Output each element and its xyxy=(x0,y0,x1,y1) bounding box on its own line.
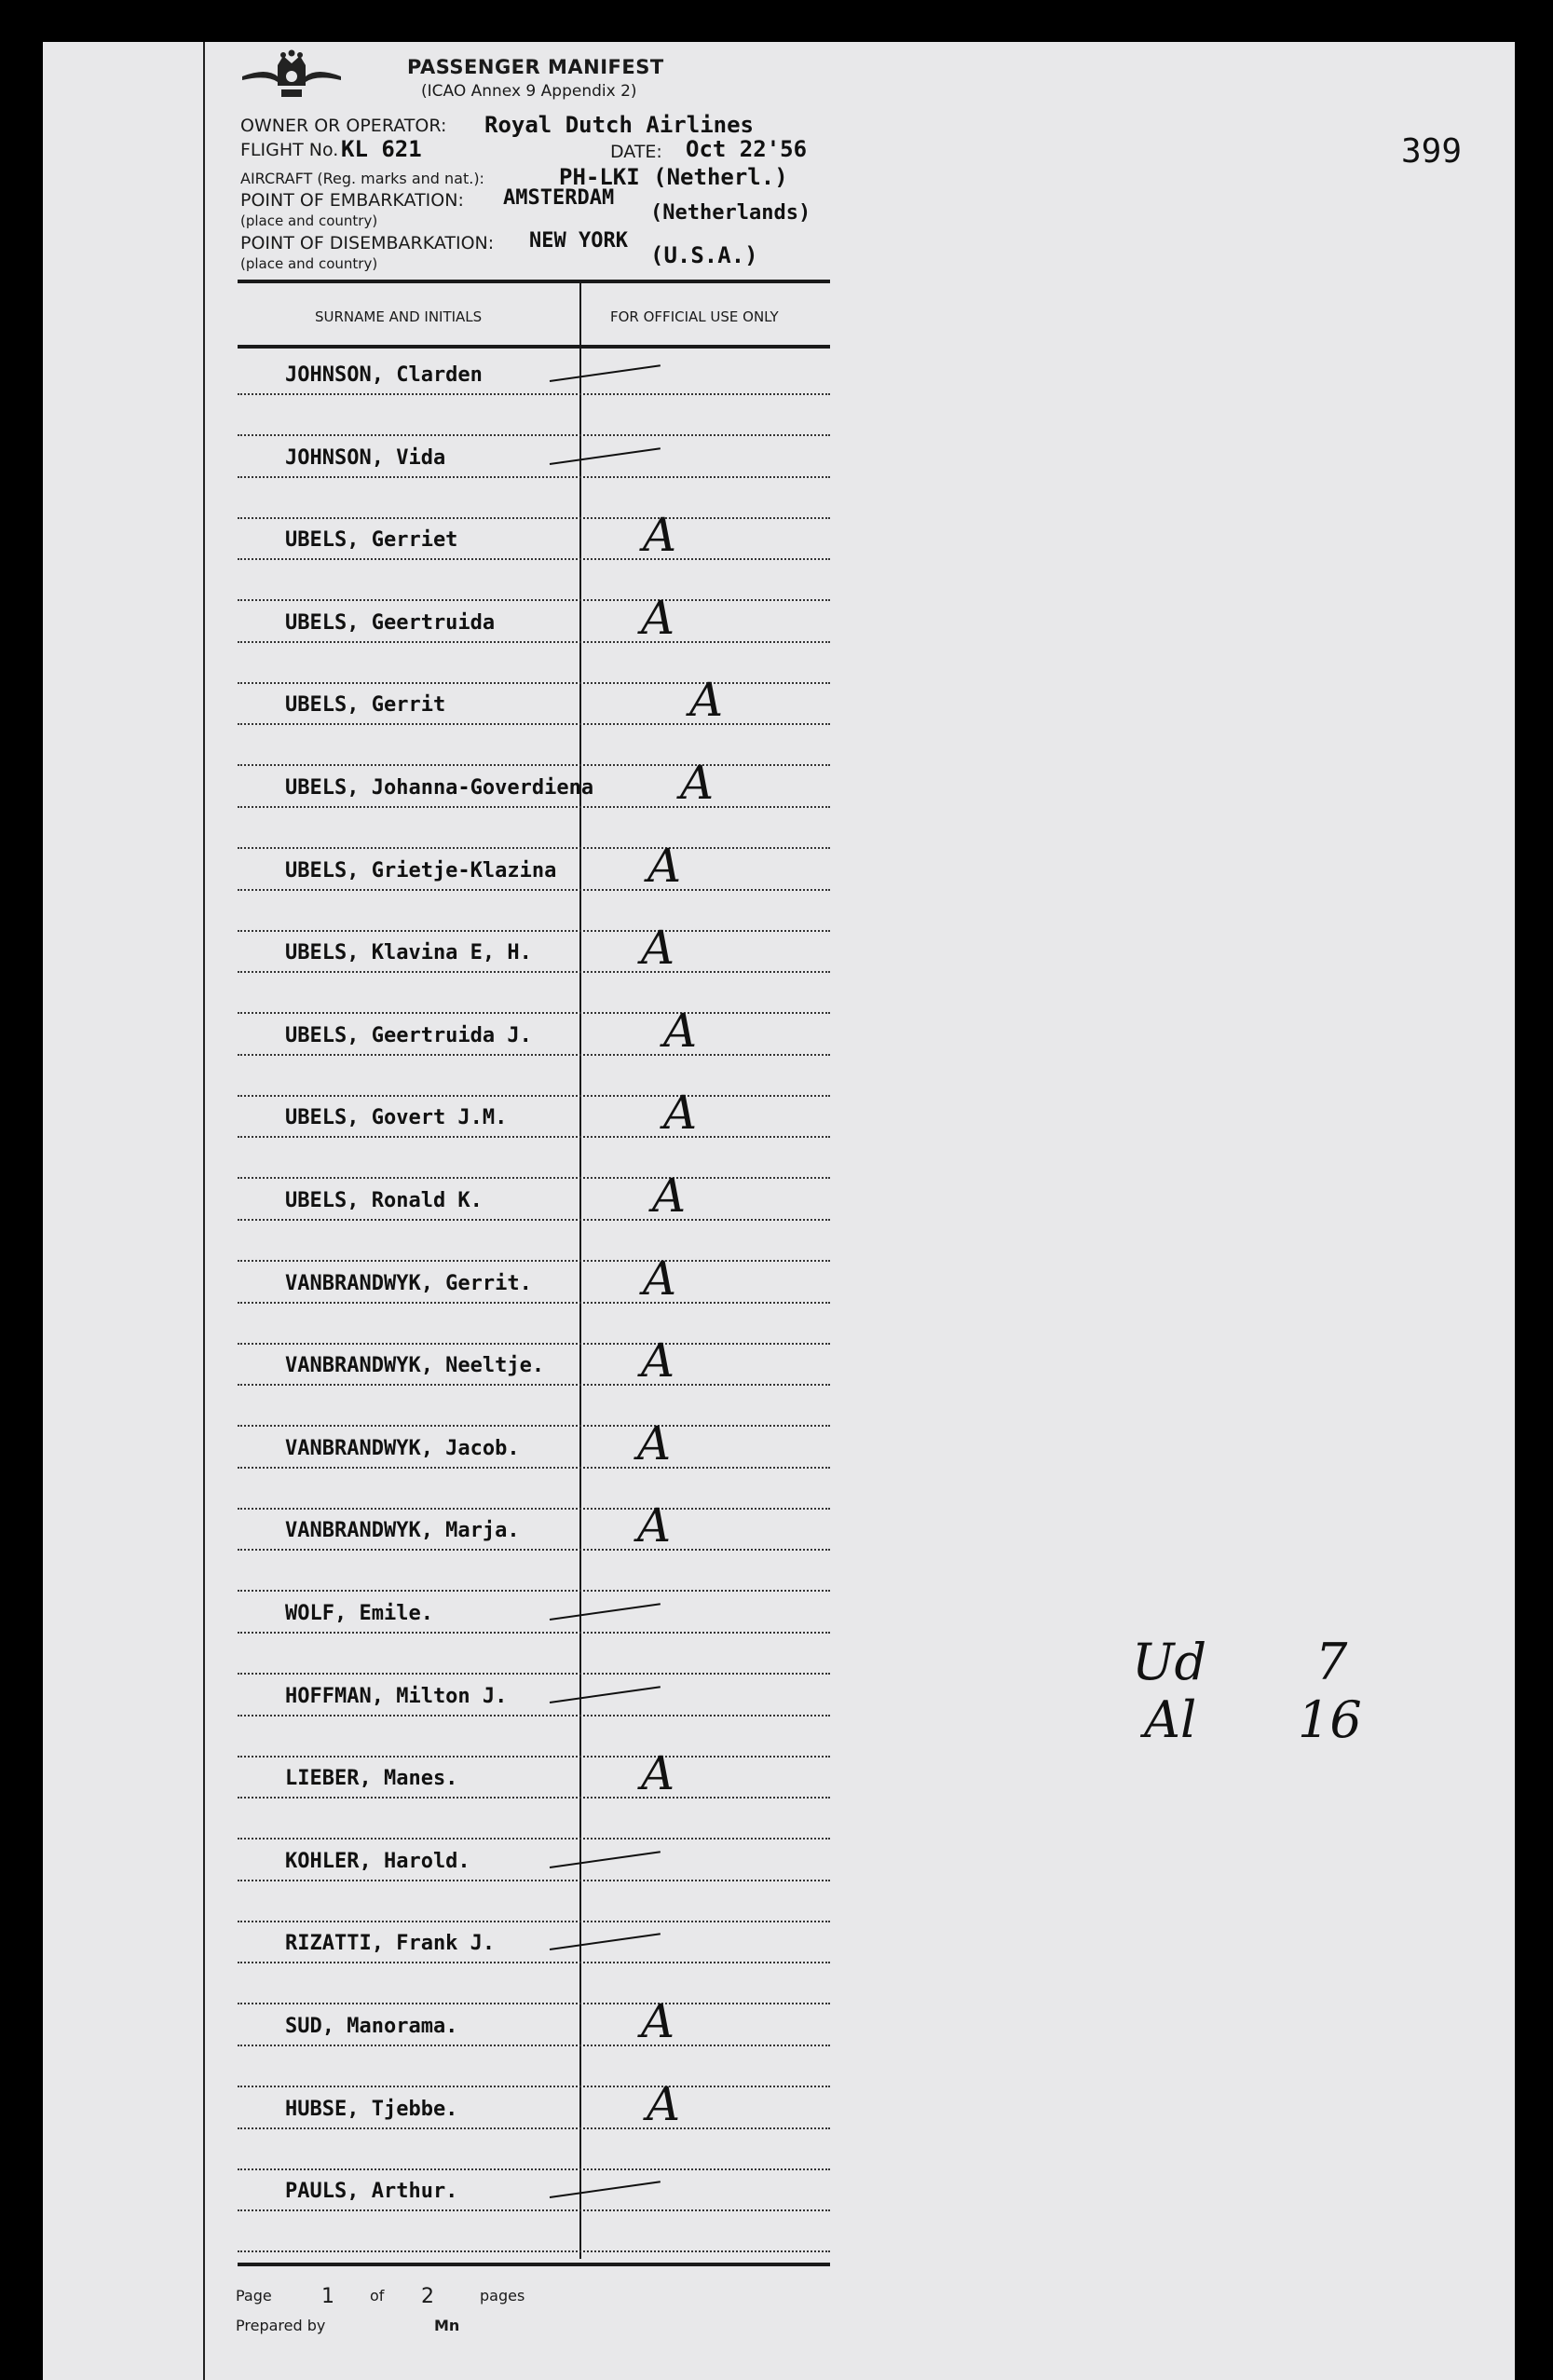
row-rule xyxy=(238,2045,830,2046)
row-rule xyxy=(238,1590,830,1592)
passenger-name: UBELS, Geertruida J. xyxy=(285,1023,532,1047)
footer-page-label: Page xyxy=(236,2287,272,2305)
row-rule xyxy=(238,1715,830,1717)
official-mark-a: A xyxy=(643,508,677,563)
row-rule xyxy=(238,1756,830,1758)
row-rule xyxy=(238,2086,830,2087)
sheet-number-stamp: 399 xyxy=(1401,132,1463,171)
row-rule xyxy=(238,1095,830,1097)
footer-pages-label: pages xyxy=(480,2287,525,2305)
official-mark-a: A xyxy=(652,1169,687,1223)
embarkation-label: POINT OF EMBARKATION: xyxy=(240,190,464,211)
row-rule xyxy=(238,393,830,395)
passenger-name: VANBRANDWYK, Jacob. xyxy=(285,1436,520,1460)
passenger-name: PAULS, Arthur. xyxy=(285,2180,458,2204)
row-rule xyxy=(238,764,830,766)
passenger-name: RIZATTI, Frank J. xyxy=(285,1932,496,1956)
date-label: DATE: xyxy=(610,142,662,162)
row-rule xyxy=(238,1962,830,1963)
passenger-name: LIEBER, Manes. xyxy=(285,1767,458,1791)
footer-prepared-by-value: Mn xyxy=(434,2317,460,2334)
flight-value: KL 621 xyxy=(341,136,422,162)
row-rule xyxy=(238,599,830,601)
official-mark-a: A xyxy=(663,1086,698,1141)
row-rule xyxy=(238,1343,830,1345)
passenger-name: UBELS, Klavina E, H. xyxy=(285,941,532,965)
row-rule xyxy=(238,1012,830,1014)
aircraft-label: AIRCRAFT (Reg. marks and nat.): xyxy=(240,170,484,187)
row-rule xyxy=(238,2127,830,2129)
passenger-name: JOHNSON, Clarden xyxy=(285,363,483,387)
footer-of-label: of xyxy=(370,2287,385,2305)
row-rule xyxy=(238,1219,830,1221)
table-header-rule xyxy=(238,345,830,349)
owner-value: Royal Dutch Airlines xyxy=(484,112,754,138)
tally-al-value: 16 xyxy=(1298,1690,1362,1749)
row-rule xyxy=(238,1838,830,1840)
passenger-name: UBELS, Geertruida xyxy=(285,610,496,635)
row-rule xyxy=(238,476,830,478)
embarkation-sublabel: (place and country) xyxy=(240,212,378,229)
official-mark-a: A xyxy=(663,1003,698,1058)
row-rule xyxy=(238,1797,830,1799)
owner-label: OWNER OR OPERATOR: xyxy=(240,116,447,136)
passenger-name: HUBSE, Tjebbe. xyxy=(285,2097,458,2121)
row-rule xyxy=(238,723,830,725)
row-rule xyxy=(238,1302,830,1304)
embarkation-value: AMSTERDAM xyxy=(503,186,615,210)
row-rule xyxy=(238,1467,830,1469)
row-rule xyxy=(238,971,830,973)
row-rule xyxy=(238,1384,830,1386)
tally-ud-label: Ud xyxy=(1132,1633,1207,1691)
row-rule xyxy=(238,1177,830,1179)
column-header-official: FOR OFFICIAL USE ONLY xyxy=(610,308,779,325)
official-mark-a: A xyxy=(643,1251,677,1306)
official-mark-a: A xyxy=(637,1498,672,1553)
row-rule xyxy=(238,682,830,684)
tally-ud-value: 7 xyxy=(1315,1633,1348,1691)
row-rule xyxy=(238,1425,830,1427)
official-mark-a: A xyxy=(637,1416,672,1470)
official-mark-a: A xyxy=(689,673,724,728)
passenger-name: VANBRANDWYK, Gerrit. xyxy=(285,1271,532,1295)
passenger-name: WOLF, Emile. xyxy=(285,1602,433,1625)
official-mark-a: A xyxy=(680,756,715,810)
form-title: PASSENGER MANIFEST xyxy=(407,56,664,78)
disembarkation-sublabel: (place and country) xyxy=(240,255,378,272)
date-value: Oct 22'56 xyxy=(686,136,808,162)
klm-crown-logo-icon xyxy=(240,48,343,103)
official-mark-a: A xyxy=(641,921,675,976)
binding-rule xyxy=(203,42,205,2380)
official-mark-a: A xyxy=(641,1334,675,1388)
flight-label: FLIGHT No. xyxy=(240,140,339,160)
row-rule xyxy=(238,641,830,643)
official-mark-a: A xyxy=(641,590,675,645)
row-rule xyxy=(238,806,830,808)
aircraft-value: PH-LKI (Netherl.) xyxy=(559,164,788,190)
official-mark-a: A xyxy=(641,1746,675,1801)
row-rule xyxy=(238,930,830,932)
row-rule xyxy=(238,517,830,519)
row-rule xyxy=(238,2209,830,2211)
table-top-rule xyxy=(238,280,830,283)
row-rule xyxy=(238,1260,830,1262)
row-rule xyxy=(238,1632,830,1634)
official-mark-a: A xyxy=(647,838,682,893)
footer-total-pages: 2 xyxy=(421,2285,434,2308)
row-rule xyxy=(238,1549,830,1551)
footer-prepared-by-label: Prepared by xyxy=(236,2317,326,2334)
tally-al-label: Al xyxy=(1144,1690,1197,1749)
row-rule xyxy=(238,1508,830,1510)
passenger-name: UBELS, Gerrit xyxy=(285,693,446,718)
passenger-name: VANBRANDWYK, Neeltje. xyxy=(285,1354,545,1378)
passenger-name: JOHNSON, Vida xyxy=(285,445,446,470)
row-rule xyxy=(238,434,830,436)
row-rule xyxy=(238,1136,830,1138)
passenger-name: UBELS, Grietje-Klazina xyxy=(285,858,557,882)
passenger-name: UBELS, Gerriet xyxy=(285,528,458,553)
passenger-name: UBELS, Ronald K. xyxy=(285,1189,483,1212)
row-rule xyxy=(238,2003,830,2004)
row-rule xyxy=(238,558,830,560)
passenger-name: HOFFMAN, Milton J. xyxy=(285,1684,508,1708)
passenger-name: UBELS, Govert J.M. xyxy=(285,1106,508,1130)
row-rule xyxy=(238,1054,830,1056)
row-rule xyxy=(238,889,830,891)
footer-page-number: 1 xyxy=(321,2285,334,2308)
passenger-name: KOHLER, Harold. xyxy=(285,1849,470,1873)
row-rule xyxy=(238,2168,830,2170)
row-rule xyxy=(238,1880,830,1881)
official-mark-a: A xyxy=(647,2076,681,2131)
disembarkation-country: (U.S.A.) xyxy=(650,242,758,268)
row-rule xyxy=(238,1921,830,1922)
table-bottom-rule xyxy=(238,2263,830,2266)
form-subtitle: (ICAO Annex 9 Appendix 2) xyxy=(421,82,637,101)
passenger-name: VANBRANDWYK, Marja. xyxy=(285,1519,520,1543)
row-rule xyxy=(238,847,830,849)
column-header-surname: SURNAME AND INITIALS xyxy=(315,308,483,325)
passenger-name: UBELS, Johanna-Goverdiena xyxy=(285,776,594,800)
disembarkation-label: POINT OF DISEMBARKATION: xyxy=(240,233,495,253)
official-mark-a: A xyxy=(641,1994,675,2048)
row-rule xyxy=(238,1673,830,1675)
passenger-name: SUD, Manorama. xyxy=(285,2015,458,2038)
embarkation-country: (Netherlands) xyxy=(650,201,811,225)
disembarkation-value: NEW YORK xyxy=(529,229,628,253)
row-rule xyxy=(238,2250,830,2252)
